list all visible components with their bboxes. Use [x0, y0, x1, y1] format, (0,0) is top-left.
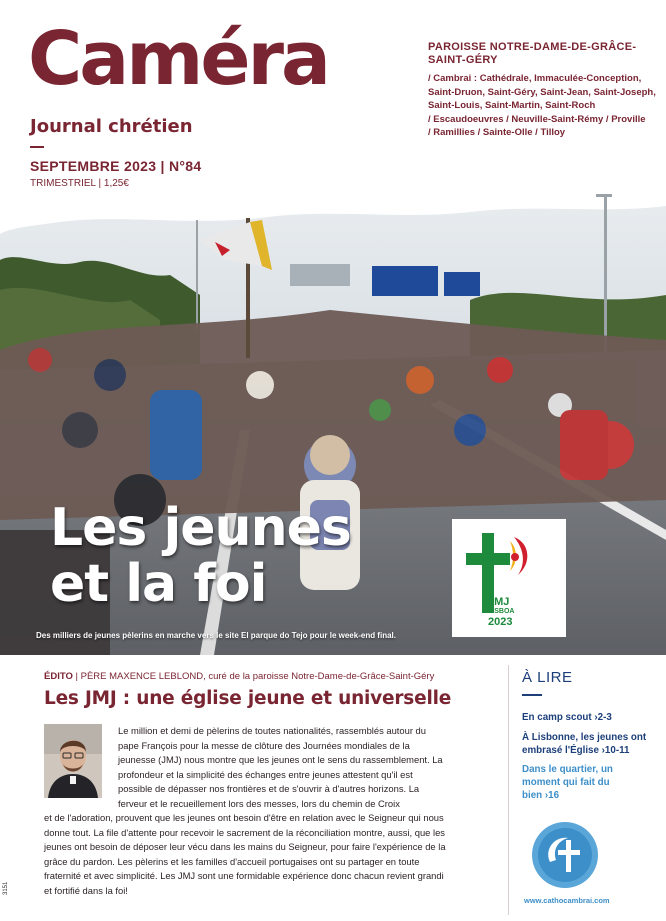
- photo-caption: Des milliers de jeunes pèlerins en marche vers le site El parque do Tejo pour le week-end final.: [36, 631, 396, 640]
- parish-churches: [428, 72, 658, 140]
- website-link[interactable]: www.cathocambrai.com: [524, 896, 610, 905]
- jmj-year: 2023: [488, 616, 513, 628]
- edito-paragraph-bottom: et de l'adoration, prouvent que les jeunes ont besoin d'être en relation avec le Seigneur qui nous donne tout. La file d'attente pour recevoir le sacrement de la réconciliation montre, aussi, que les jeunes ont besoin de déposer leur vécu dans les mains du Seigneur, pour faire l'expérience de la grâce du pardon. Les pèlerins et les familles d'accueil portugaises ont su partager en toute fraternité et avec simplicité. Les JMJ sont une formidable expérience donc chacun revient grandi et fortifié dans la foi!: [44, 812, 446, 896]
- parish-line: / Cambrai : Cathédrale, Immaculée-Conception,: [428, 73, 642, 84]
- issue-info: SEPTEMBRE 2023 | N°84: [30, 158, 202, 174]
- sidebar-title: À LIRE: [522, 669, 573, 686]
- sidebar-title-rule: [522, 694, 542, 696]
- parish-block: [428, 41, 658, 140]
- edito-paragraph-top: Le million et demi de pèlerins de toutes nationalités, rassemblés autour du pape François pour la messe de clôture des Journées mondiales de la jeunesse (JMJ) nous montre que les jeunes ont le sens du rassemblement. La profondeur et la simplicité des échanges entre jeunes attestent qu'il est possible de dépasser nos frontières et de s'ouvrir à d'autres horizons. La ferveur et le recueillement lors des messes, lors du chemin de Croix: [118, 725, 443, 809]
- parish-line: Saint-Druon, Saint-Géry, Saint-Jean, Saint-Joseph,: [428, 86, 656, 98]
- publication-subtitle: Journal chrétien: [30, 116, 193, 137]
- cover-headline: [50, 500, 351, 612]
- parish-title-line: SAINT-GÉRY: [428, 54, 498, 66]
- photo-credit: BAPTISTE CAMPION: [6, 731, 12, 780]
- author-portrait: [44, 724, 102, 798]
- parish-line: / Ramillies / Sainte-Olle / Tilloy: [428, 127, 566, 138]
- sidebar-divider: [508, 665, 509, 915]
- toc-item[interactable]: À Lisbonne, les jeunes ont embrasé l'Église ›10-11: [522, 732, 647, 756]
- publication-logo: Caméra: [28, 16, 328, 102]
- edito-byline: [44, 671, 434, 682]
- article-title: Les JMJ : une église jeune et universelle: [44, 688, 452, 709]
- cathocambrai-logo-icon: [530, 820, 600, 890]
- parish-line: Saint-Louis, Saint-Martin, Saint-Roch: [428, 100, 596, 111]
- jmj-label: JMJ: [488, 596, 510, 608]
- jmj-city: LISBOA: [488, 608, 515, 615]
- masthead: [0, 0, 666, 200]
- headline-line: et la foi: [50, 554, 267, 614]
- parish-title-line: PAROISSE NOTRE-DAME-DE-GRÂCE-: [428, 41, 637, 53]
- edito-tag: ÉDITO: [44, 671, 73, 682]
- jmj-logo-text: [488, 597, 514, 627]
- toc-item[interactable]: En camp scout ›2-3: [522, 712, 612, 723]
- edito-author: | PÈRE MAXENCE LEBLOND, curé de la paroisse Notre-Dame-de-Grâce-Saint-Géry: [72, 671, 435, 682]
- parish-line: / Escaudoeuvres / Neuville-Saint-Rémy / Proville: [428, 113, 646, 125]
- toc-item[interactable]: Dans le quartier, un moment qui fait du bien ›16: [522, 764, 613, 801]
- divider: [30, 146, 44, 148]
- headline-line: Les jeunes: [50, 498, 351, 558]
- barcode-number: 3151: [3, 881, 9, 895]
- portrait-image: [44, 724, 102, 798]
- price-info: TRIMESTRIEL | 1,25€: [30, 178, 129, 189]
- parish-title: [428, 41, 658, 67]
